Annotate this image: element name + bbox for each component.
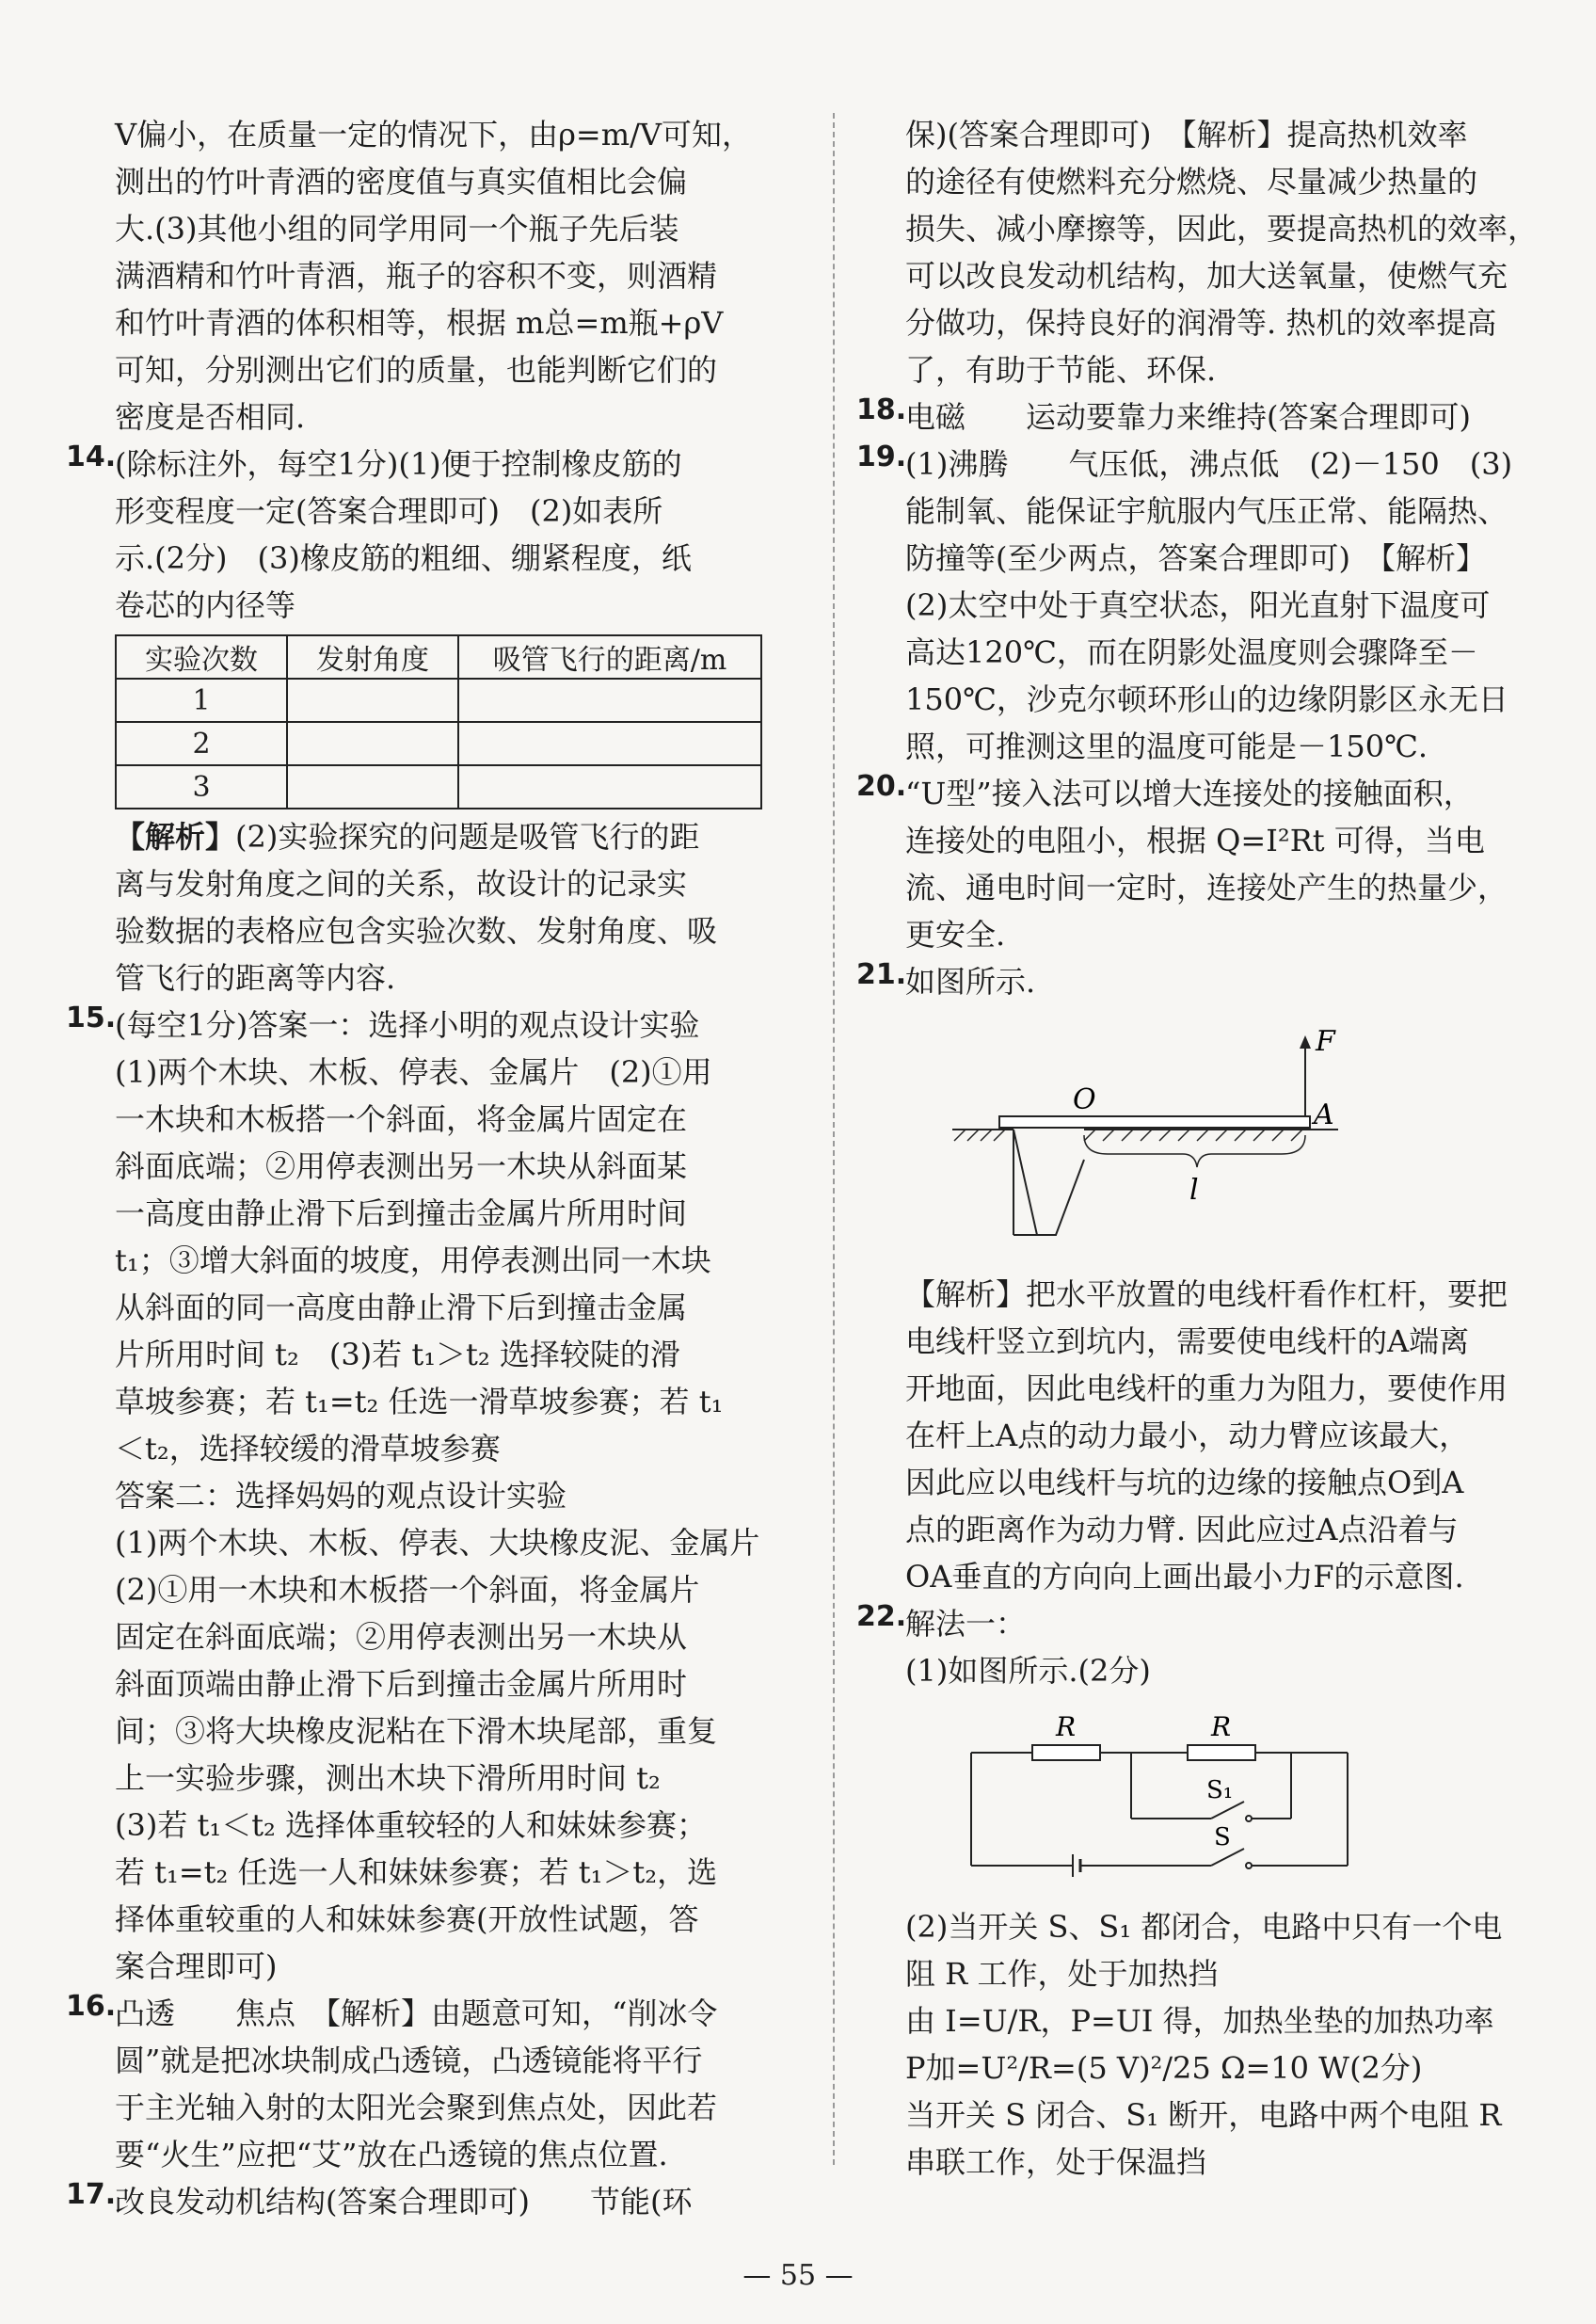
text-line: ＜t₂，选择较缓的滑草坡参赛 bbox=[115, 1431, 501, 1467]
text-line: (除标注外，每空1分)(1)便于控制橡皮筋的 bbox=[115, 446, 682, 482]
table-row bbox=[116, 765, 761, 809]
question-16 bbox=[66, 1990, 806, 2178]
resistor-1 bbox=[1032, 1745, 1100, 1760]
text-line: 一高度由静止滑下后到撞击金属片所用时间 bbox=[115, 1195, 688, 1231]
text-line: (1)两个木块、木板、停表、大块橡皮泥、金属片 bbox=[115, 1525, 760, 1561]
text-line: 防撞等(至少两点，答案合理即可) 【解析】 bbox=[905, 540, 1486, 576]
lever-arm-brace bbox=[1084, 1135, 1305, 1167]
text-line: P加=U²/R=(5 V)²/25 Ω=10 W(2分) bbox=[905, 2050, 1423, 2086]
question-number: 22. bbox=[856, 1600, 907, 1633]
text-line: V偏小，在质量一定的情况下，由ρ=m/V可知， bbox=[115, 117, 752, 152]
question-number: 19. bbox=[856, 441, 907, 473]
question-18 bbox=[856, 393, 1555, 441]
table-cell: 3 bbox=[116, 765, 287, 809]
text-line: 卷芯的内径等 bbox=[115, 587, 296, 623]
question-20 bbox=[856, 770, 1555, 958]
text-line: 照，可推测这里的温度可能是－150℃. bbox=[905, 729, 1428, 764]
text-line: 保)(答案合理即可) 【解析】提高热机效率 bbox=[905, 117, 1468, 152]
text-line: 片所用时间 t₂ (3)若 t₁＞t₂ 选择较陡的滑 bbox=[115, 1337, 680, 1372]
text-line: 解法一： bbox=[905, 1606, 1027, 1642]
text-line: 阻 R 工作，处于加热挡 bbox=[905, 1956, 1219, 1992]
text-line: 电磁 运动要靠力来维持(答案合理即可) bbox=[905, 399, 1471, 435]
left-column bbox=[66, 111, 806, 2225]
label-O: O bbox=[1073, 1083, 1096, 1116]
label-A: A bbox=[1314, 1098, 1334, 1131]
question-number: 15. bbox=[66, 1002, 117, 1034]
text-line: “U型”接入法可以增大连接处的接触面积， bbox=[905, 776, 1474, 811]
text-line: 一木块和木板搭一个斜面，将金属片固定在 bbox=[115, 1101, 688, 1137]
column-divider bbox=[833, 113, 835, 2165]
pole bbox=[999, 1116, 1310, 1128]
question-22 bbox=[856, 1600, 1555, 2186]
text-line: 圆”就是把冰块制成凸透镜，凸透镜能将平行 bbox=[115, 2043, 703, 2078]
question-number: 20. bbox=[856, 770, 907, 803]
text-line: 和竹叶青酒的体积相等，根据 m总=m瓶+ρV bbox=[115, 305, 724, 341]
text-line: 测出的竹叶青酒的密度值与真实值相比会偏 bbox=[115, 164, 688, 200]
switch-contact bbox=[1246, 1863, 1252, 1868]
text-line: 了，有助于节能、环保. bbox=[905, 352, 1217, 388]
question-19 bbox=[856, 441, 1555, 770]
text-line: 可知，分别测出它们的质量，也能判断它们的 bbox=[115, 352, 718, 388]
table-row bbox=[116, 679, 761, 722]
text-line: OA垂直的方向向上画出最小力F的示意图. bbox=[905, 1559, 1464, 1595]
switch-contact bbox=[1246, 1816, 1252, 1821]
text-line: t₁；③增大斜面的坡度，用停表测出同一木块 bbox=[115, 1242, 711, 1278]
label-l: l bbox=[1189, 1174, 1199, 1207]
resistor-2 bbox=[1188, 1745, 1255, 1760]
text-line: 于主光轴入射的太阳光会聚到焦点处，因此若 bbox=[115, 2090, 718, 2125]
analysis-line bbox=[115, 813, 806, 860]
right-column bbox=[856, 111, 1555, 2186]
table-cell bbox=[458, 722, 761, 765]
text-line: (3)若 t₁＜t₂ 选择体重较轻的人和妹妹参赛； bbox=[115, 1807, 708, 1843]
text-line: (1)沸腾 气压低，沸点低 (2)－150 (3) bbox=[905, 446, 1513, 482]
text-line: 形变程度一定(答案合理即可) (2)如表所 bbox=[115, 493, 663, 529]
text-line: 【解析】把水平放置的电线杆看作杠杆，要把 bbox=[905, 1276, 1508, 1312]
text-line: 更安全. bbox=[905, 917, 1006, 953]
question-14 bbox=[66, 441, 806, 1002]
circuit-diagram bbox=[962, 1707, 1357, 1886]
text-line: 因此应以电线杆与坑的边缘的接触点O到A bbox=[905, 1465, 1464, 1500]
question-number: 14. bbox=[66, 441, 117, 473]
question-15 bbox=[66, 1002, 806, 1990]
text-line: 分做功，保持良好的润滑等. 热机的效率提高 bbox=[905, 305, 1497, 341]
table-cell bbox=[287, 679, 458, 722]
arrow-head bbox=[1300, 1035, 1311, 1049]
table-header: 吸管飞行的距离/m bbox=[458, 635, 761, 679]
ground-hatch bbox=[1084, 1130, 1302, 1141]
label-R1: R bbox=[1056, 1711, 1077, 1742]
table-cell: 2 bbox=[116, 722, 287, 765]
text-line: 的途径有使燃料充分燃烧、尽量减少热量的 bbox=[905, 164, 1478, 200]
text-line: (每空1分)答案一：选择小明的观点设计实验 bbox=[115, 1007, 700, 1043]
analysis-label: 【解析】 bbox=[115, 819, 236, 855]
record-table bbox=[115, 634, 762, 809]
label-S1: S₁ bbox=[1206, 1776, 1234, 1804]
text-line: 开地面，因此电线杆的重力为阻力，要使作用 bbox=[905, 1370, 1508, 1406]
ground-hatch bbox=[954, 1130, 1005, 1141]
question-21 bbox=[856, 958, 1555, 1600]
text-line: 从斜面的同一高度由静止滑下后到撞击金属 bbox=[115, 1290, 688, 1325]
question-number: 17. bbox=[66, 2178, 117, 2211]
text-line: 大.(3)其他小组的同学用同一个瓶子先后装 bbox=[115, 211, 679, 247]
question-17 bbox=[66, 2178, 806, 2225]
label-S: S bbox=[1214, 1823, 1231, 1851]
text-line: 凸透 焦点 【解析】由题意可知，“削冰令 bbox=[115, 1995, 718, 2031]
text-line: 当开关 S 闭合、S₁ 断开，电路中两个电阻 R bbox=[905, 2097, 1502, 2133]
text-line: 改良发动机结构(答案合理即可) 节能(环 bbox=[115, 2184, 693, 2220]
pit-outline bbox=[1013, 1130, 1084, 1235]
text-line: 间；③将大块橡皮泥粘在下滑木块尾部，重复 bbox=[115, 1713, 718, 1749]
table-header: 实验次数 bbox=[116, 635, 287, 679]
text-line: 斜面底端；②用停表测出另一木块从斜面某 bbox=[115, 1148, 688, 1184]
table-header: 发射角度 bbox=[287, 635, 458, 679]
text-line: 固定在斜面底端；②用停表测出另一木块从 bbox=[115, 1619, 688, 1655]
text-line: 验数据的表格应包含实验次数、发射角度、吸 bbox=[115, 913, 718, 949]
text-line: 串联工作，处于保温挡 bbox=[905, 2144, 1207, 2180]
text-line: (1)两个木块、木板、停表、金属片 (2)①用 bbox=[115, 1054, 712, 1090]
analysis-text: (2)实验探究的问题是吸管飞行的距 bbox=[235, 819, 700, 855]
question-number: 16. bbox=[66, 1990, 117, 2023]
text-line: 要“火生”应把“艾”放在凸透镜的焦点位置. bbox=[115, 2137, 668, 2172]
text-line: 示.(2分) (3)橡皮筋的粗细、绷紧程度，纸 bbox=[115, 540, 692, 576]
label-R2: R bbox=[1211, 1711, 1232, 1742]
text-line: 流、通电时间一定时，连接处产生的热量少， bbox=[905, 870, 1508, 906]
text-line: 离与发射角度之间的关系，故设计的记录实 bbox=[115, 866, 688, 902]
text-line: (2)①用一木块和木板搭一个斜面，将金属片 bbox=[115, 1572, 700, 1608]
table-cell bbox=[458, 679, 761, 722]
question-number: 18. bbox=[856, 393, 907, 426]
lever-figure bbox=[905, 1018, 1555, 1258]
q13-continuation bbox=[115, 111, 806, 441]
table-header-row bbox=[116, 635, 761, 679]
text-line: (1)如图所示.(2分) bbox=[905, 1653, 1151, 1689]
text-line: (2)当开关 S、S₁ 都闭合，电路中只有一个电 bbox=[905, 1909, 1503, 1945]
text-line: 电线杆竖立到坑内，需要使电线杆的A端离 bbox=[905, 1323, 1470, 1359]
text-line: 择体重较重的人和妹妹参赛(开放性试题，答 bbox=[115, 1901, 699, 1937]
page-number: — 55 — bbox=[742, 2259, 854, 2292]
label-F: F bbox=[1316, 1025, 1335, 1058]
table-cell bbox=[287, 722, 458, 765]
text-line: 损失、减小摩擦等，因此，要提高热机的效率， bbox=[905, 211, 1539, 247]
text-line: 答案二：选择妈妈的观点设计实验 bbox=[115, 1478, 567, 1514]
q17-continuation bbox=[905, 111, 1555, 393]
table-row bbox=[116, 722, 761, 765]
table-cell: 1 bbox=[116, 679, 287, 722]
text-line: 能制氧、能保证宇航服内气压正常、能隔热、 bbox=[905, 493, 1508, 529]
question-number: 21. bbox=[856, 958, 907, 991]
table-cell bbox=[287, 765, 458, 809]
text-line: 上一实验步骤，测出木块下滑所用时间 t₂ bbox=[115, 1760, 661, 1796]
text-line: 斜面顶端由静止滑下后到撞击金属片所用时 bbox=[115, 1666, 688, 1702]
lever-diagram bbox=[943, 1018, 1376, 1254]
text-line: 由 I=U/R，P=UI 得，加热坐垫的加热功率 bbox=[905, 2003, 1494, 2039]
text-line: 若 t₁=t₂ 任选一人和妹妹参赛；若 t₁＞t₂，选 bbox=[115, 1854, 718, 1890]
text-line: 密度是否相同. bbox=[115, 399, 306, 435]
text-line: 点的距离作为动力臂. 因此应过A点沿着与 bbox=[905, 1512, 1459, 1547]
table-cell bbox=[458, 765, 761, 809]
text-line: 在杆上A点的动力最小，动力臂应该最大， bbox=[905, 1418, 1470, 1453]
text-line: 案合理即可) bbox=[115, 1948, 278, 1984]
circuit-figure bbox=[905, 1707, 1555, 1890]
text-line: 满酒精和竹叶青酒，瓶子的容积不变，则酒精 bbox=[115, 258, 718, 294]
text-line: 高达120℃，而在阴影处温度则会骤降至－ bbox=[905, 634, 1478, 670]
text-line: 草坡参赛；若 t₁=t₂ 任选一滑草坡参赛；若 t₁ bbox=[115, 1384, 724, 1419]
text-line: 150℃，沙克尔顿环形山的边缘阴影区永无日 bbox=[905, 681, 1508, 717]
text-line: 管飞行的距离等内容. bbox=[115, 960, 396, 996]
text-line: 可以改良发动机结构，加大送氧量，使燃气充 bbox=[905, 258, 1508, 294]
text-line: (2)太空中处于真空状态，阳光直射下温度可 bbox=[905, 587, 1491, 623]
text-line: 连接处的电阻小，根据 Q=I²Rt 可得，当电 bbox=[905, 823, 1485, 858]
text-line: 如图所示. bbox=[905, 964, 1036, 1000]
